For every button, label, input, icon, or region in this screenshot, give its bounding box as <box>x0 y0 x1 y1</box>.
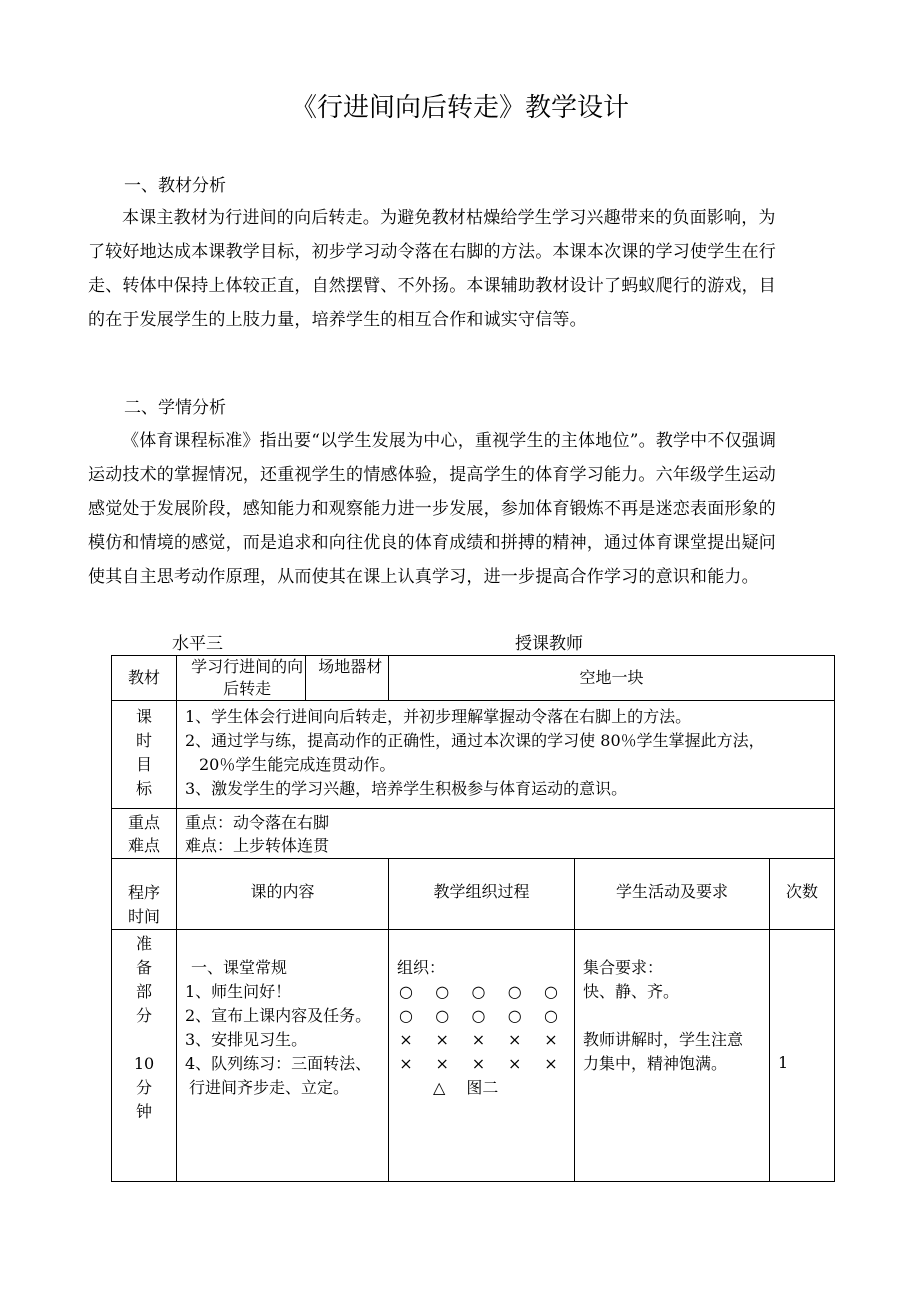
section2-line: 感觉处于发展阶段，感知能力和观察能力进一步发展，参加体育锻炼不再是迷恋表面形象的 <box>88 499 776 519</box>
student-cross-icon: × <box>399 1030 413 1049</box>
goals-row <box>112 701 835 809</box>
teacher-triangle-icon: △ <box>433 1078 446 1097</box>
student-cross-icon: × <box>544 1054 558 1073</box>
formation-row <box>391 1004 574 1028</box>
section2-line: 模仿和情境的感觉，而是追求和向往优良的体育成绩和拼搏的精神，通过体育课堂提出疑问 <box>88 533 776 553</box>
keypoints-label-line: 难点 <box>127 836 160 855</box>
keypoint-line: 难点：上步转体连贯 <box>185 836 330 855</box>
header-activity: 学生活动及要求 <box>575 859 770 930</box>
goals-label-char: 目 <box>135 755 152 774</box>
keypoints-row <box>112 809 835 859</box>
prep-count: 1 <box>770 930 835 1182</box>
formation-row <box>391 1052 574 1076</box>
prep-content-line: 4、队列练习：三面转法、 <box>185 1054 372 1073</box>
formation-row <box>391 980 574 1004</box>
prep-label-char: 分 <box>135 1006 152 1025</box>
section2-line: 运动技术的掌握情况，还重视学生的情感体验，提高学生的体育学习能力。六年级学生运动 <box>88 465 776 485</box>
prep-content-line: 行进间齐步走、立定。 <box>189 1078 350 1097</box>
student-cross-icon: × <box>508 1030 522 1049</box>
goal-line: 20％学生能完成连贯动作。 <box>199 755 396 774</box>
header-content: 课的内容 <box>177 859 389 930</box>
header-organization: 教学组织过程 <box>389 859 575 930</box>
student-circle-icon: ○ <box>435 982 450 1001</box>
prep-content <box>177 930 389 1182</box>
student-circle-icon: ○ <box>399 982 413 1001</box>
material-row <box>112 656 835 701</box>
student-cross-icon: × <box>544 1030 558 1049</box>
student-circle-icon: ○ <box>435 1006 450 1025</box>
goals-label-char: 标 <box>135 779 152 798</box>
prep-content-line: 一、课堂常规 <box>191 958 288 977</box>
student-circle-icon: ○ <box>507 1006 522 1025</box>
section1-line: 本课主教材为行进间的向后转走。为避免教材枯燥给学生学习兴趣带来的负面影响，为 <box>122 208 776 228</box>
prep-activity <box>575 930 770 1182</box>
activity-line <box>583 1004 769 1028</box>
activity-line: 集合要求： <box>583 958 664 977</box>
prep-organization <box>389 930 575 1182</box>
activity-line: 教师讲解时，学生注意 <box>583 1030 744 1049</box>
keypoints-label-line: 重点 <box>127 813 160 832</box>
goals-content <box>177 701 835 809</box>
keypoints-content <box>177 809 835 859</box>
student-cross-icon: × <box>399 1054 413 1073</box>
venue-value: 空地一块 <box>389 656 835 701</box>
prep-row <box>112 930 835 1182</box>
header-procedure-line: 程序 <box>127 883 160 902</box>
figure-caption: 图二 <box>466 1078 499 1097</box>
lesson-plan-table <box>111 655 835 1182</box>
prep-label-char: 钟 <box>135 1102 152 1121</box>
student-cross-icon: × <box>471 1054 486 1073</box>
prep-label-char: 准 <box>135 934 152 953</box>
goal-line: 1、学生体会行进间向后转走，并初步理解掌握动令落在右脚上的方法。 <box>185 707 692 726</box>
prep-label-char: 部 <box>135 982 152 1001</box>
material-label: 教材 <box>112 656 177 701</box>
header-procedure <box>112 859 177 930</box>
goal-line: 3、激发学生的学习兴趣，培养学生积极参与体育运动的意识。 <box>185 779 628 798</box>
student-circle-icon: ○ <box>544 982 558 1001</box>
prep-label-char: 备 <box>135 958 152 977</box>
formation-row <box>391 1028 574 1052</box>
venue-label: 场地器材 <box>305 656 388 700</box>
student-circle-icon: ○ <box>507 982 522 1001</box>
student-cross-icon: × <box>471 1030 486 1049</box>
goal-line: 2、通过学与练，提高动作的正确性，通过本次课的学习使 80％学生掌握此方法， <box>185 731 765 750</box>
formation-teacher-row <box>391 1076 574 1100</box>
section1-line: 了较好地达成本课教学目标，初步学习动令落在右脚的方法。本课本次课的学习使学生在行 <box>88 242 776 262</box>
goals-label-char: 课 <box>135 707 152 726</box>
header-count: 次数 <box>770 859 835 930</box>
teacher-label: 授课教师 <box>515 634 583 654</box>
goals-label <box>112 701 177 809</box>
student-circle-icon: ○ <box>544 1006 558 1025</box>
level-label: 水平三 <box>172 634 223 654</box>
material-value <box>177 656 389 701</box>
column-header-row <box>112 859 835 930</box>
section1-heading: 一、教材分析 <box>124 176 226 196</box>
section1-line: 的在于发展学生的上肢力量，培养学生的相互合作和诚实守信等。 <box>88 310 587 330</box>
header-procedure-line: 时间 <box>127 907 160 926</box>
section2-line: 《体育课程标准》指出要“以学生发展为中心，重视学生的主体地位”。教学中不仅强调 <box>122 431 777 451</box>
student-cross-icon: × <box>508 1054 522 1073</box>
activity-line: 快、静、齐。 <box>583 982 680 1001</box>
student-circle-icon: ○ <box>471 982 486 1001</box>
goals-label-char: 时 <box>135 731 152 750</box>
material-text: 学习行进间的向后转走 <box>191 657 304 698</box>
activity-line: 力集中，精神饱满。 <box>583 1054 728 1073</box>
student-cross-icon: × <box>435 1030 449 1049</box>
section2-heading: 二、学情分析 <box>124 398 226 418</box>
document-title: 《行进间向后转走》教学设计 <box>290 93 629 123</box>
prep-label-char: 分 <box>135 1078 152 1097</box>
org-label: 组织： <box>397 958 446 977</box>
prep-content-line: 3、安排见习生。 <box>185 1030 308 1049</box>
prep-label-char: 10 <box>133 1054 155 1073</box>
prep-label <box>112 930 177 1182</box>
keypoint-line: 重点：动令落在右脚 <box>185 813 330 832</box>
section1-line: 走、转体中保持上体较正直，自然摆臂、不外扬。本课辅助教材设计了蚂蚁爬行的游戏，目 <box>88 276 776 296</box>
student-cross-icon: × <box>435 1054 449 1073</box>
student-circle-icon: ○ <box>471 1006 486 1025</box>
prep-content-line: 1、师生问好！ <box>185 982 292 1001</box>
section2-line: 使其自主思考动作原理，从而使其在课上认真学习，进一步提高合作学习的意识和能力。 <box>88 567 759 587</box>
prep-content-line: 2、宣布上课内容及任务。 <box>185 1006 372 1025</box>
student-circle-icon: ○ <box>399 1006 413 1025</box>
section2-paragraph <box>88 424 834 594</box>
keypoints-label <box>112 809 177 859</box>
section1-paragraph <box>88 201 834 337</box>
